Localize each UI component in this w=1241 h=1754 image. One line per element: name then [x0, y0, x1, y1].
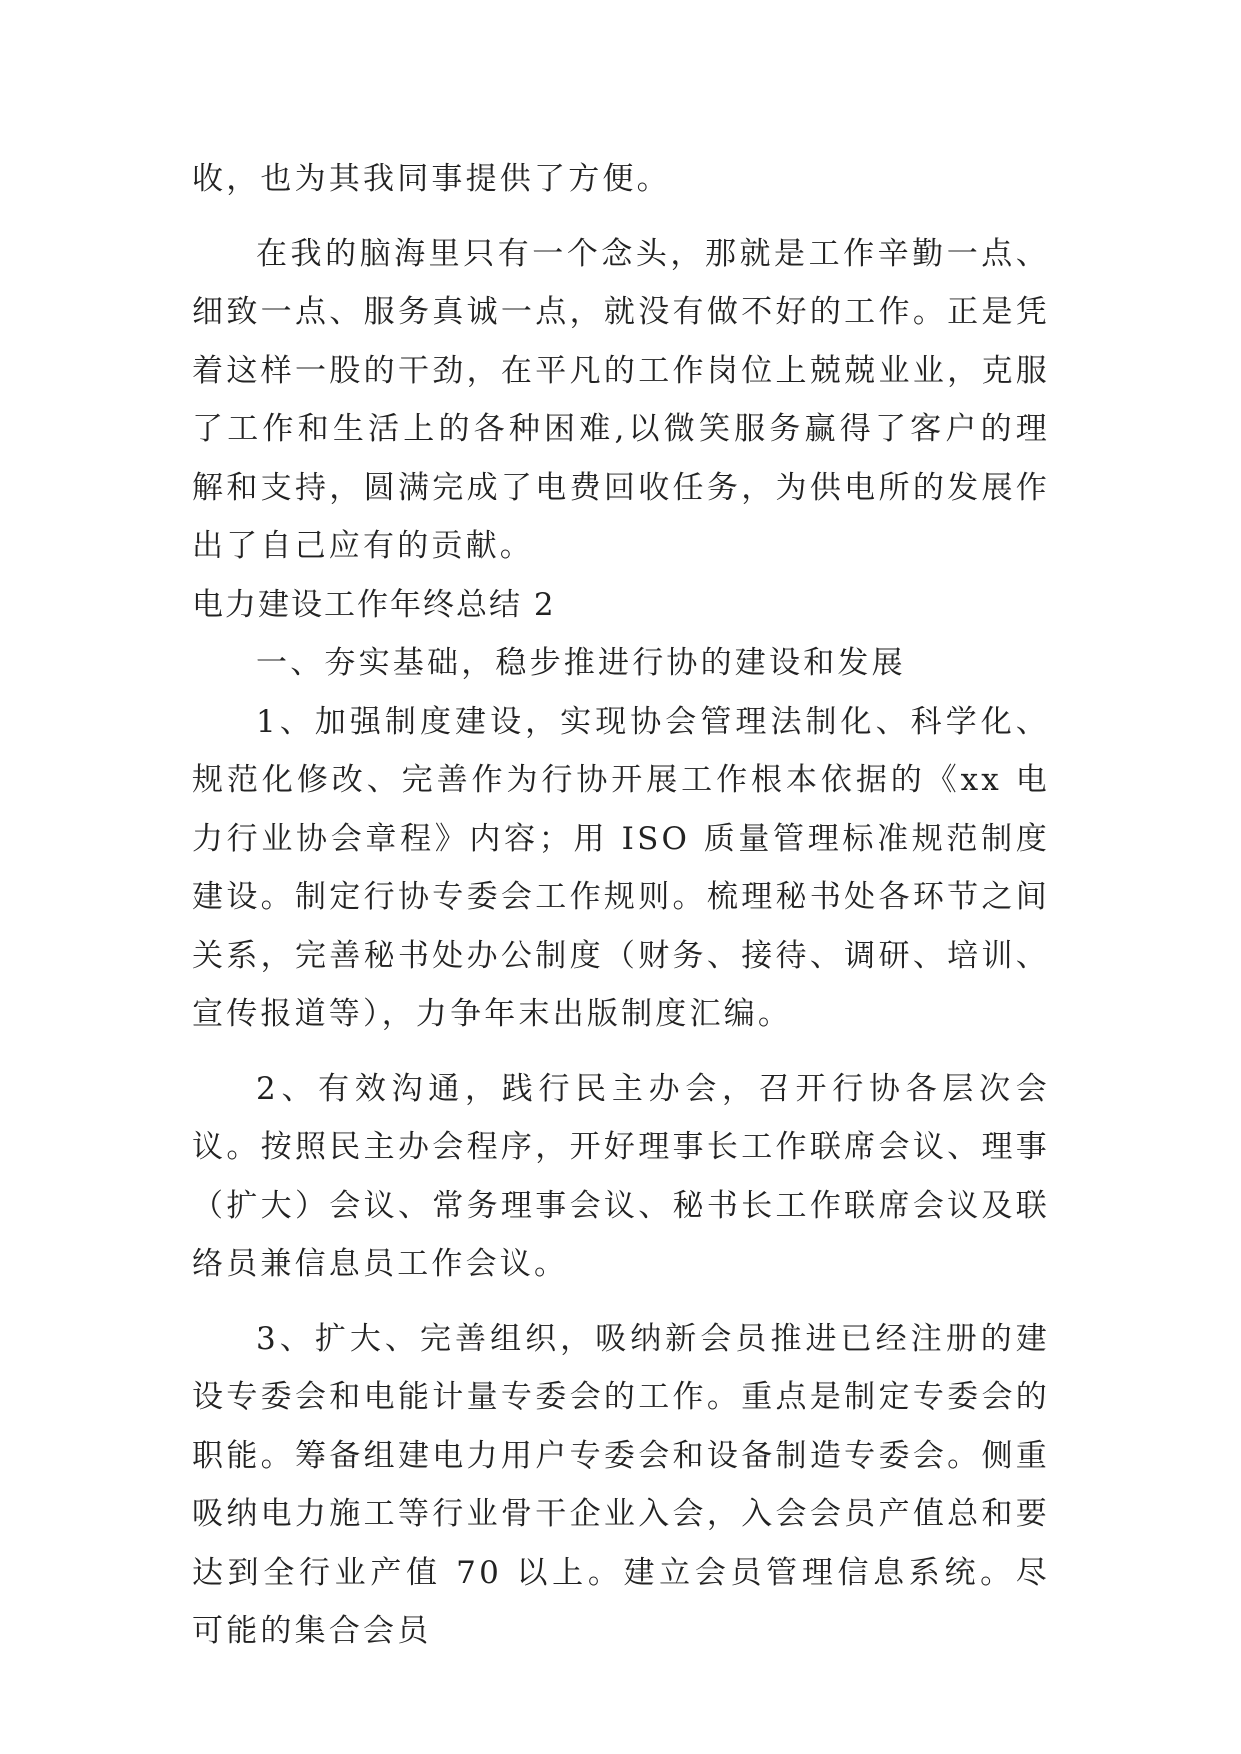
subsection-title: 一、夯实基础，稳步推进行协的建设和发展 — [256, 645, 906, 681]
list-item-1: 1、加强制度建设，实现协会管理法制化、科学化、规范化修改、完善作为行协开展工作根本依据的《xx 电力行业协会章程》内容；用 ISO 质量管理标准规范制度建设。制定行协专委会工作规则。梳理秘书处各环节之间关系，完善秘书处办公制度（财务、接待、调研、培训、宣传报道等），力争年末出版制度汇编。 — [192, 703, 1050, 1032]
section-title: 电力建设工作年终总结 2 — [192, 586, 556, 623]
paragraph-continued: 收，也为其我同事提供了方便。 — [192, 161, 671, 197]
paragraph-mind: 在我的脑海里只有一个念头，那就是工作辛勤一点、细致一点、服务真诚一点，就没有做不好的工作。正是凭着这样一股的干劲，在平凡的工作岗位上兢兢业业，克服了工作和生活上的各种困难,以微笑服务赢得了客户的理解和支持，圆满完成了电费回收任务，为供电所的发展作出了自己应有的贡献。 — [192, 235, 1050, 564]
list-item-3: 3、扩大、完善组织，吸纳新会员推进已经注册的建设专委会和电能计量专委会的工作。重点是制定专委会的职能。筹备组建电力用户专委会和设备制造专委会。侧重吸纳电力施工等行业骨干企业入会，入会会员产值总和要达到全行业产值 70 以上。建立会员管理信息系统。尽可能的集合会员 — [192, 1320, 1050, 1649]
document-body — [192, 150, 1050, 1661]
list-item-2: 2、有效沟通，践行民主办会，召开行协各层次会议。按照民主办会程序，开好理事长工作联席会议、理事（扩大）会议、常务理事会议、秘书长工作联席会议及联络员兼信息员工作会议。 — [192, 1070, 1050, 1282]
